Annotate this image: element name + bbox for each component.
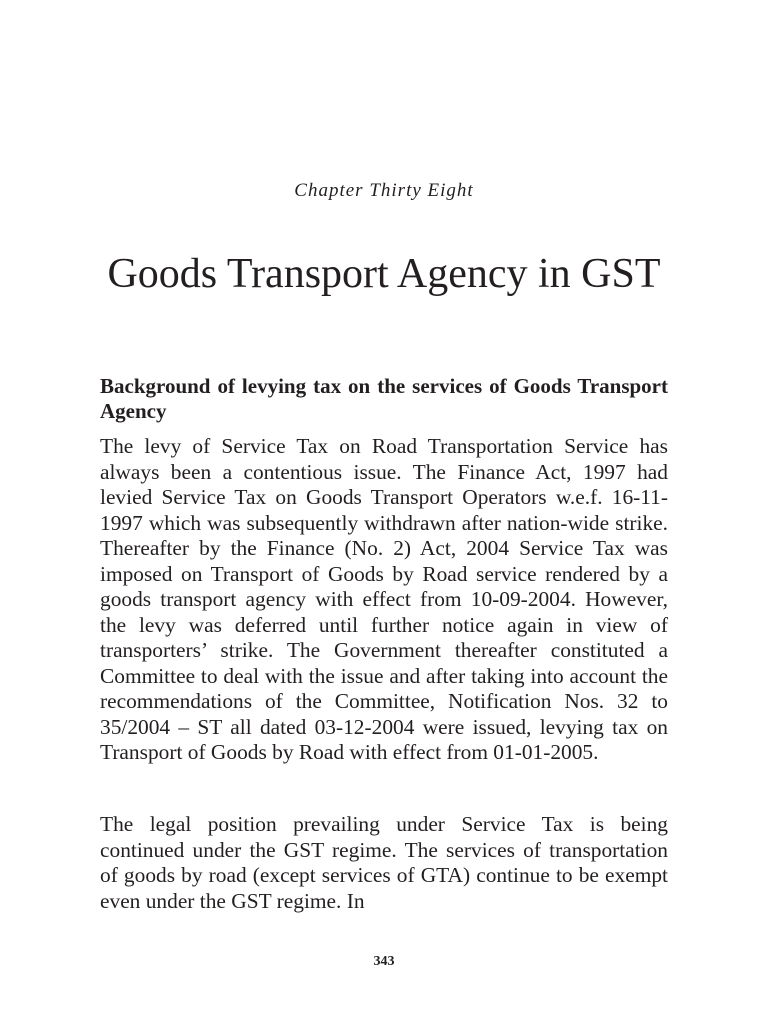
document-page [100,0,668,1024]
page-number: 343 [373,954,395,969]
chapter-label: Chapter Thirty Eight [294,180,474,201]
body-paragraph-1: The levy of Service Tax on Road Transportation Service has always been a contentious issue. The Finance Act, 1997 had levied Service Tax on Goods Transport Operators w.e.f. 16-11-1997 which was subsequently withdrawn after nation-wide strike. Thereafter by the Finance (No. 2) Act, 2004 Service Tax was imposed on Transport of Goods by Road service rendered by a goods transport agency with effect from 10-09-2004. However, the levy was deferred until further notice again in view of transporters’ strike. The Government thereafter constituted a Committee to deal with the issue and after taking into account the recommendations of the Committee, Notification Nos. 32 to 35/2004 – ST all dated 03-12-2004 were issued, levying tax on Transport of Goods by Road with effect from 01-01-2005. [100,434,668,764]
body-paragraph-2: The legal position prevailing under Service Tax is being continued under the GST regime. The services of transportation of goods by road (except services of GTA) continue to be exempt even under the GST regime. In [100,812,668,913]
section-heading: Background of levying tax on the services of Goods Transport Agency [100,374,668,423]
chapter-title: Goods Transport Agency in GST [107,251,661,297]
